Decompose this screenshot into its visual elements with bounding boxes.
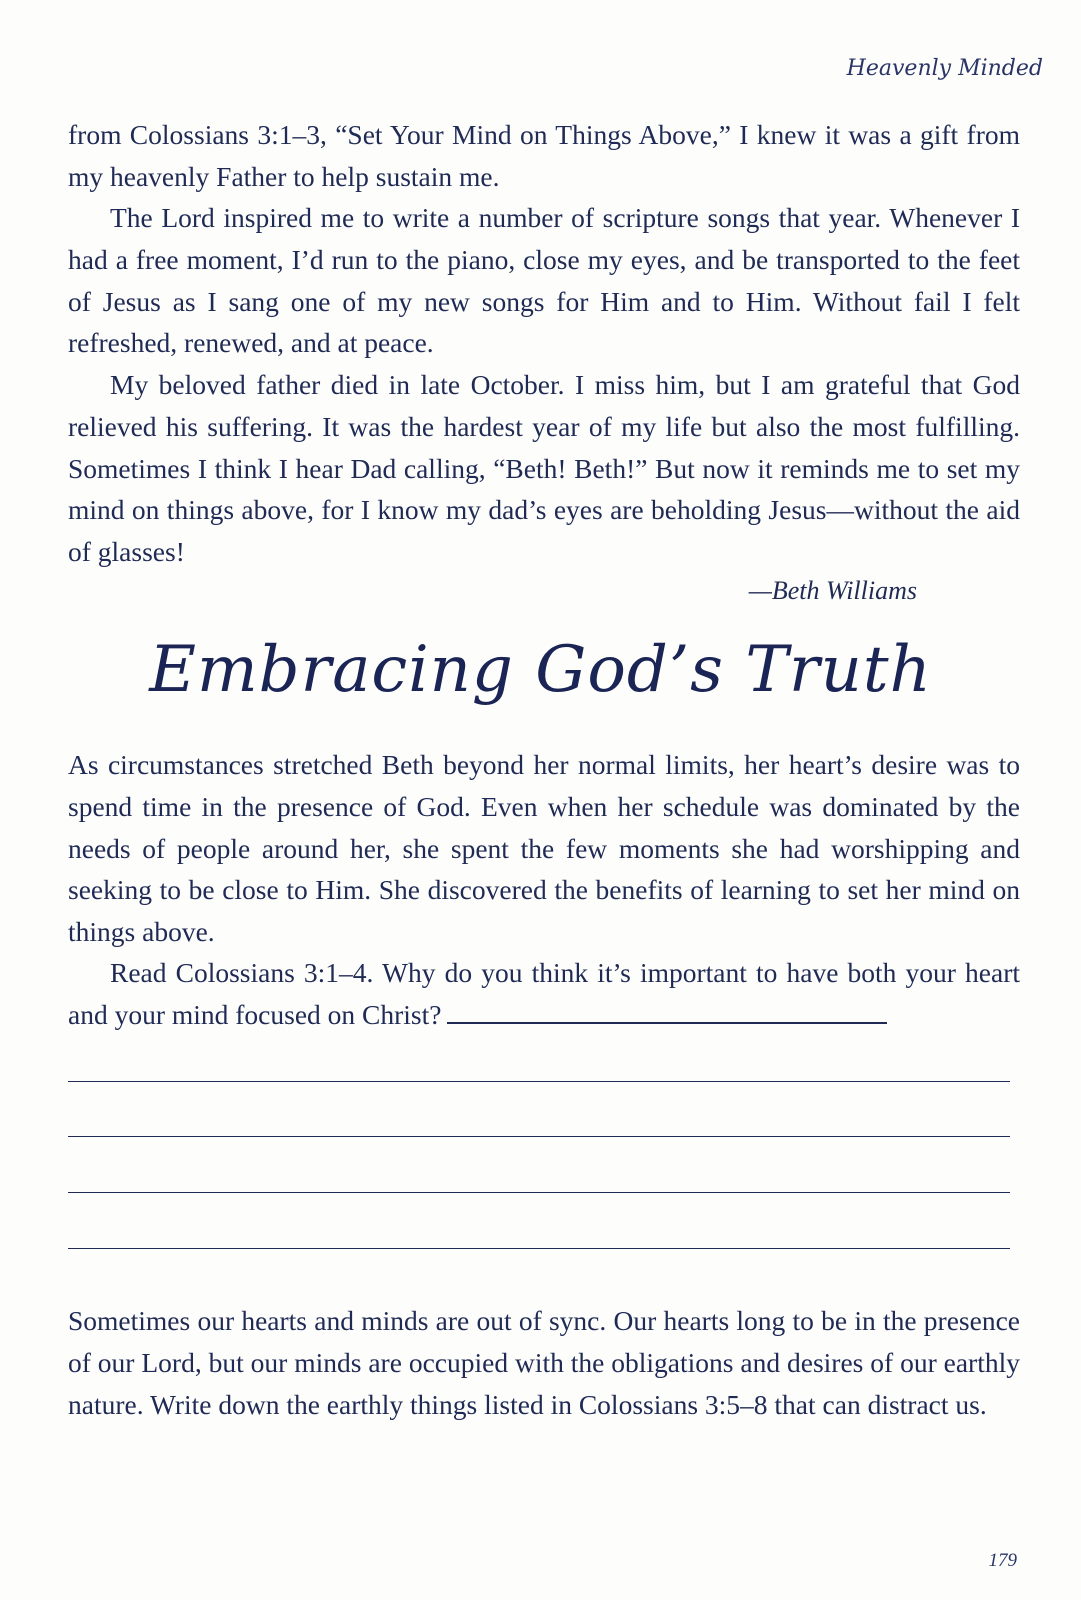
section-title: Embracing God’s Truth [149, 633, 932, 707]
author-signature: —Beth Williams [748, 576, 917, 605]
answer-line-2[interactable] [68, 1136, 1010, 1137]
question-text: Read Colossians 3:1–4. Why do you think it’s important to have both your heart and your mind focused on Christ? [68, 957, 1020, 1030]
answer-line-inline[interactable] [447, 1000, 887, 1024]
answer-line-3[interactable] [68, 1192, 1010, 1193]
story-paragraph-1: from Colossians 3:1–3, “Set Your Mind on Things Above,” I knew it was a gift from my heavenly Father to help sustain me. [68, 119, 1020, 192]
answer-line-4[interactable] [68, 1248, 1010, 1249]
reflection-paragraph: Sometimes our hearts and minds are out of sync. Our hearts long to be in the presence of our Lord, but our minds are occupied with the obligations and desires of our earthly nature. Write down the earthly things listed in Colossians 3:5–8 that can distract us. [68, 1305, 1020, 1420]
story-paragraph-2: The Lord inspired me to write a number of scripture songs that year. Whenever I had a free moment, I’d run to the piano, close my eyes, and be transported to the feet of Jesus as I sang one of my new songs for Him and to Him. Without fail I felt refreshed, renewed, and at peace. [68, 202, 1020, 359]
page-number: 179 [988, 1550, 1017, 1571]
question-paragraph [68, 952, 1020, 1036]
running-head: Heavenly Minded [846, 56, 1043, 81]
answer-line-1[interactable] [68, 1081, 1010, 1082]
story-paragraph-3: My beloved father died in late October. I miss him, but I am grateful that God relieved his suffering. It was the hardest year of my life but also the most fulfilling. Sometimes I think I hear Dad calling, “Beth! Beth!” But now it reminds me to set my mind on things above, for I know my dad’s eyes are beholding Jesus—without the aid of glasses! [68, 369, 1020, 568]
section-intro: As circumstances stretched Beth beyond her normal limits, her heart’s desire was to spend time in the presence of God. Even when her schedule was dominated by the needs of people around her, she spent the few moments she had worshipping and seeking to be close to Him. She discovered the benefits of learning to set her mind on things above. [68, 749, 1020, 948]
